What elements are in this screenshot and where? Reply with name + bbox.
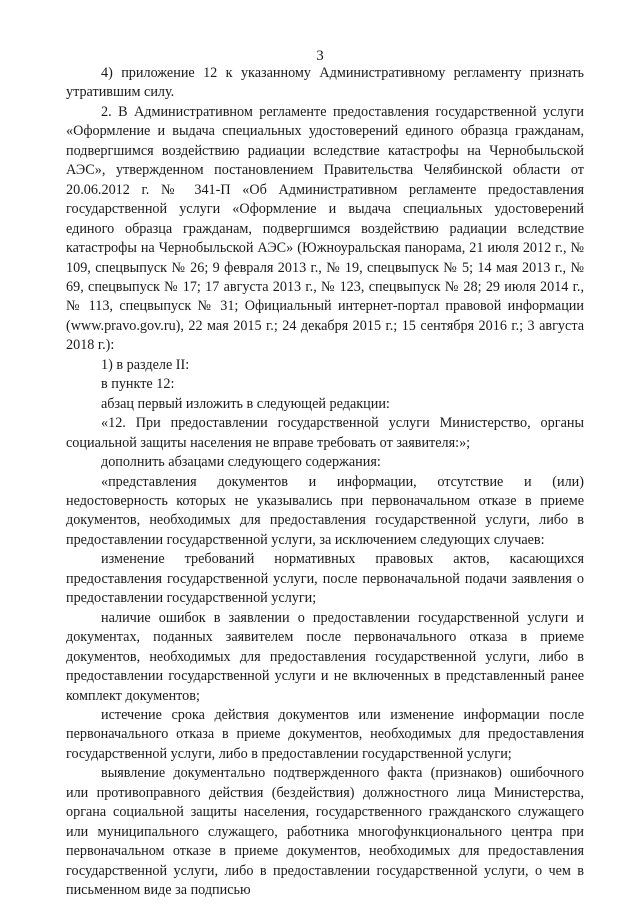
paragraph-add-abzacs: дополнить абзацами следующего содержания: (101, 454, 381, 471)
paragraph-documents-info: «представления документов и информации, отсутствие и (или) недостоверность которых не указывались при первоначальном отказе в приеме документов, необходимых для предоставления государственной услуги, либо в предоставлении государственной услуги, за исключением следующих случаев: (66, 473, 584, 548)
page-number: 3 (316, 48, 324, 64)
paragraph-clause-12: в пункте 12: (101, 376, 175, 393)
paragraph-amendment-2: 2. В Административном регламенте предоставления государственной услуги «Оформление и выдача специальных удостоверений единого образца гражданам, подвергшимся воздействию радиации вследствие катастрофы на Чернобыльской АЭС», утвержденном постановлением Правительства Челябинской области от 20.06.2012 г. № 341-П «Об Административном регламенте предоставления государственной услуги «Оформление и выдача специальных удостоверений единого образца гражданам, подвергшимся воздействию радиации вследствие катастрофы на Чернобыльской АЭС» (Южноуральская панорама, 21 июля 2012 г., № 109, спецвыпуск № 26; 9 февраля 2013 г., № 19, спецвыпуск № 5; 14 мая 2013 г., № 69, спецвыпуск № 17; 17 августа 2013 г., № 123, спецвыпуск № 28; 29 июля 2014 г., № 113, спецвыпуск № 31; Официальный интернет-портал правовой информации (www.pravo.gov.ru), 22 мая 2015 г.; 24 декабря 2015 г.; 15 сентября 2016 г.; 3 августа 2018 г.): (66, 103, 584, 354)
paragraph-case-requirements: изменение требований нормативных правовых актов, касающихся предоставления государственной услуги, после первоначальной подачи заявления о предоставлении государственной услуги; (66, 551, 584, 607)
paragraph-section-2: 1) в разделе II: (101, 356, 190, 373)
paragraph-item-4: 4) приложение 12 к указанному Административному регламенту признать утратившим силу. (66, 65, 584, 101)
document-body (66, 64, 584, 900)
paragraph-new-wording-12: «12. При предоставлении государственной услуги Министерство, органы социальной защиты населения не вправе требовать от заявителя:»; (66, 415, 584, 451)
paragraph-case-misconduct: выявление документально подтвержденного факта (признаков) ошибочного или противоправного действия (бездействия) должностного лица Министерства, органа социальной защиты населения, государственного гражданского служащего или муниципального служащего, работника многофункционального центра при первоначальном отказе в приеме документов, необходимых для предоставления государственной услуги, либо в предоставлении государственной услуги, о чем в письменном виде за подписью (66, 765, 584, 899)
paragraph-case-errors: наличие ошибок в заявлении о предоставлении государственной услуги и документах, поданных заявителем после первоначального отказа в приеме документов, необходимых для предоставления государственной услуги, либо в предоставлении государственной услуги и не включенных в представленный ранее комплект документов; (66, 609, 584, 704)
paragraph-case-expiry: истечение срока действия документов или изменение информации после первоначального отказа в приеме документов, необходимых для предоставления государственной услуги, либо в предоставлении государственной услуги; (66, 706, 584, 762)
paragraph-first-abzac: абзац первый изложить в следующей редакции: (101, 395, 390, 412)
